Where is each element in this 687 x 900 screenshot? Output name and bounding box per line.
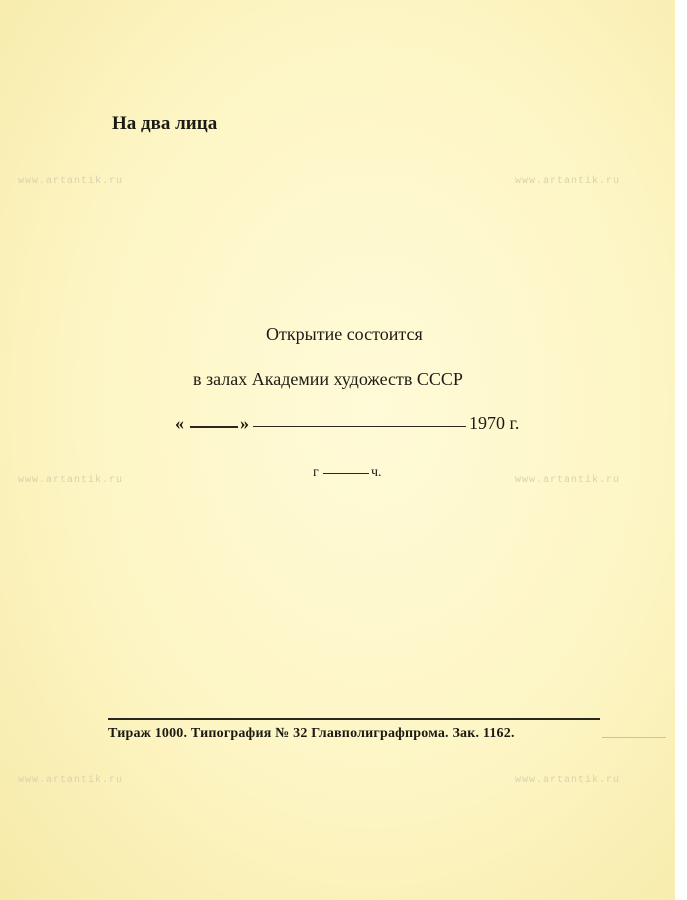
opening-heading: Открытие состоится: [266, 324, 423, 344]
watermark: www.artantik.ru: [515, 176, 621, 187]
watermark: www.artantik.ru: [18, 176, 124, 187]
year-text: 1970 г.: [469, 413, 520, 433]
venue-line: в залах Академии художеств СССР: [193, 369, 463, 389]
print-imprint: Тираж 1000. Типография № 32 Главполиграфпрома. Зак. 1162.: [108, 726, 515, 741]
watermark: www.artantik.ru: [515, 775, 621, 786]
paper-mark: [602, 737, 666, 738]
hour-label: г: [313, 465, 319, 480]
date-close-quote: »: [240, 413, 249, 433]
footer-rule: [108, 718, 600, 720]
minute-label: ч.: [371, 465, 382, 480]
date-open-quote: «: [175, 413, 184, 433]
month-blank: [253, 426, 466, 427]
watermark: www.artantik.ru: [515, 475, 621, 486]
watermark: www.artantik.ru: [18, 475, 124, 486]
admission-note: На два лица: [112, 113, 218, 134]
day-blank: [190, 426, 238, 428]
time-blank: [323, 473, 369, 474]
watermark: www.artantik.ru: [18, 775, 124, 786]
scan-margin: [675, 0, 687, 900]
